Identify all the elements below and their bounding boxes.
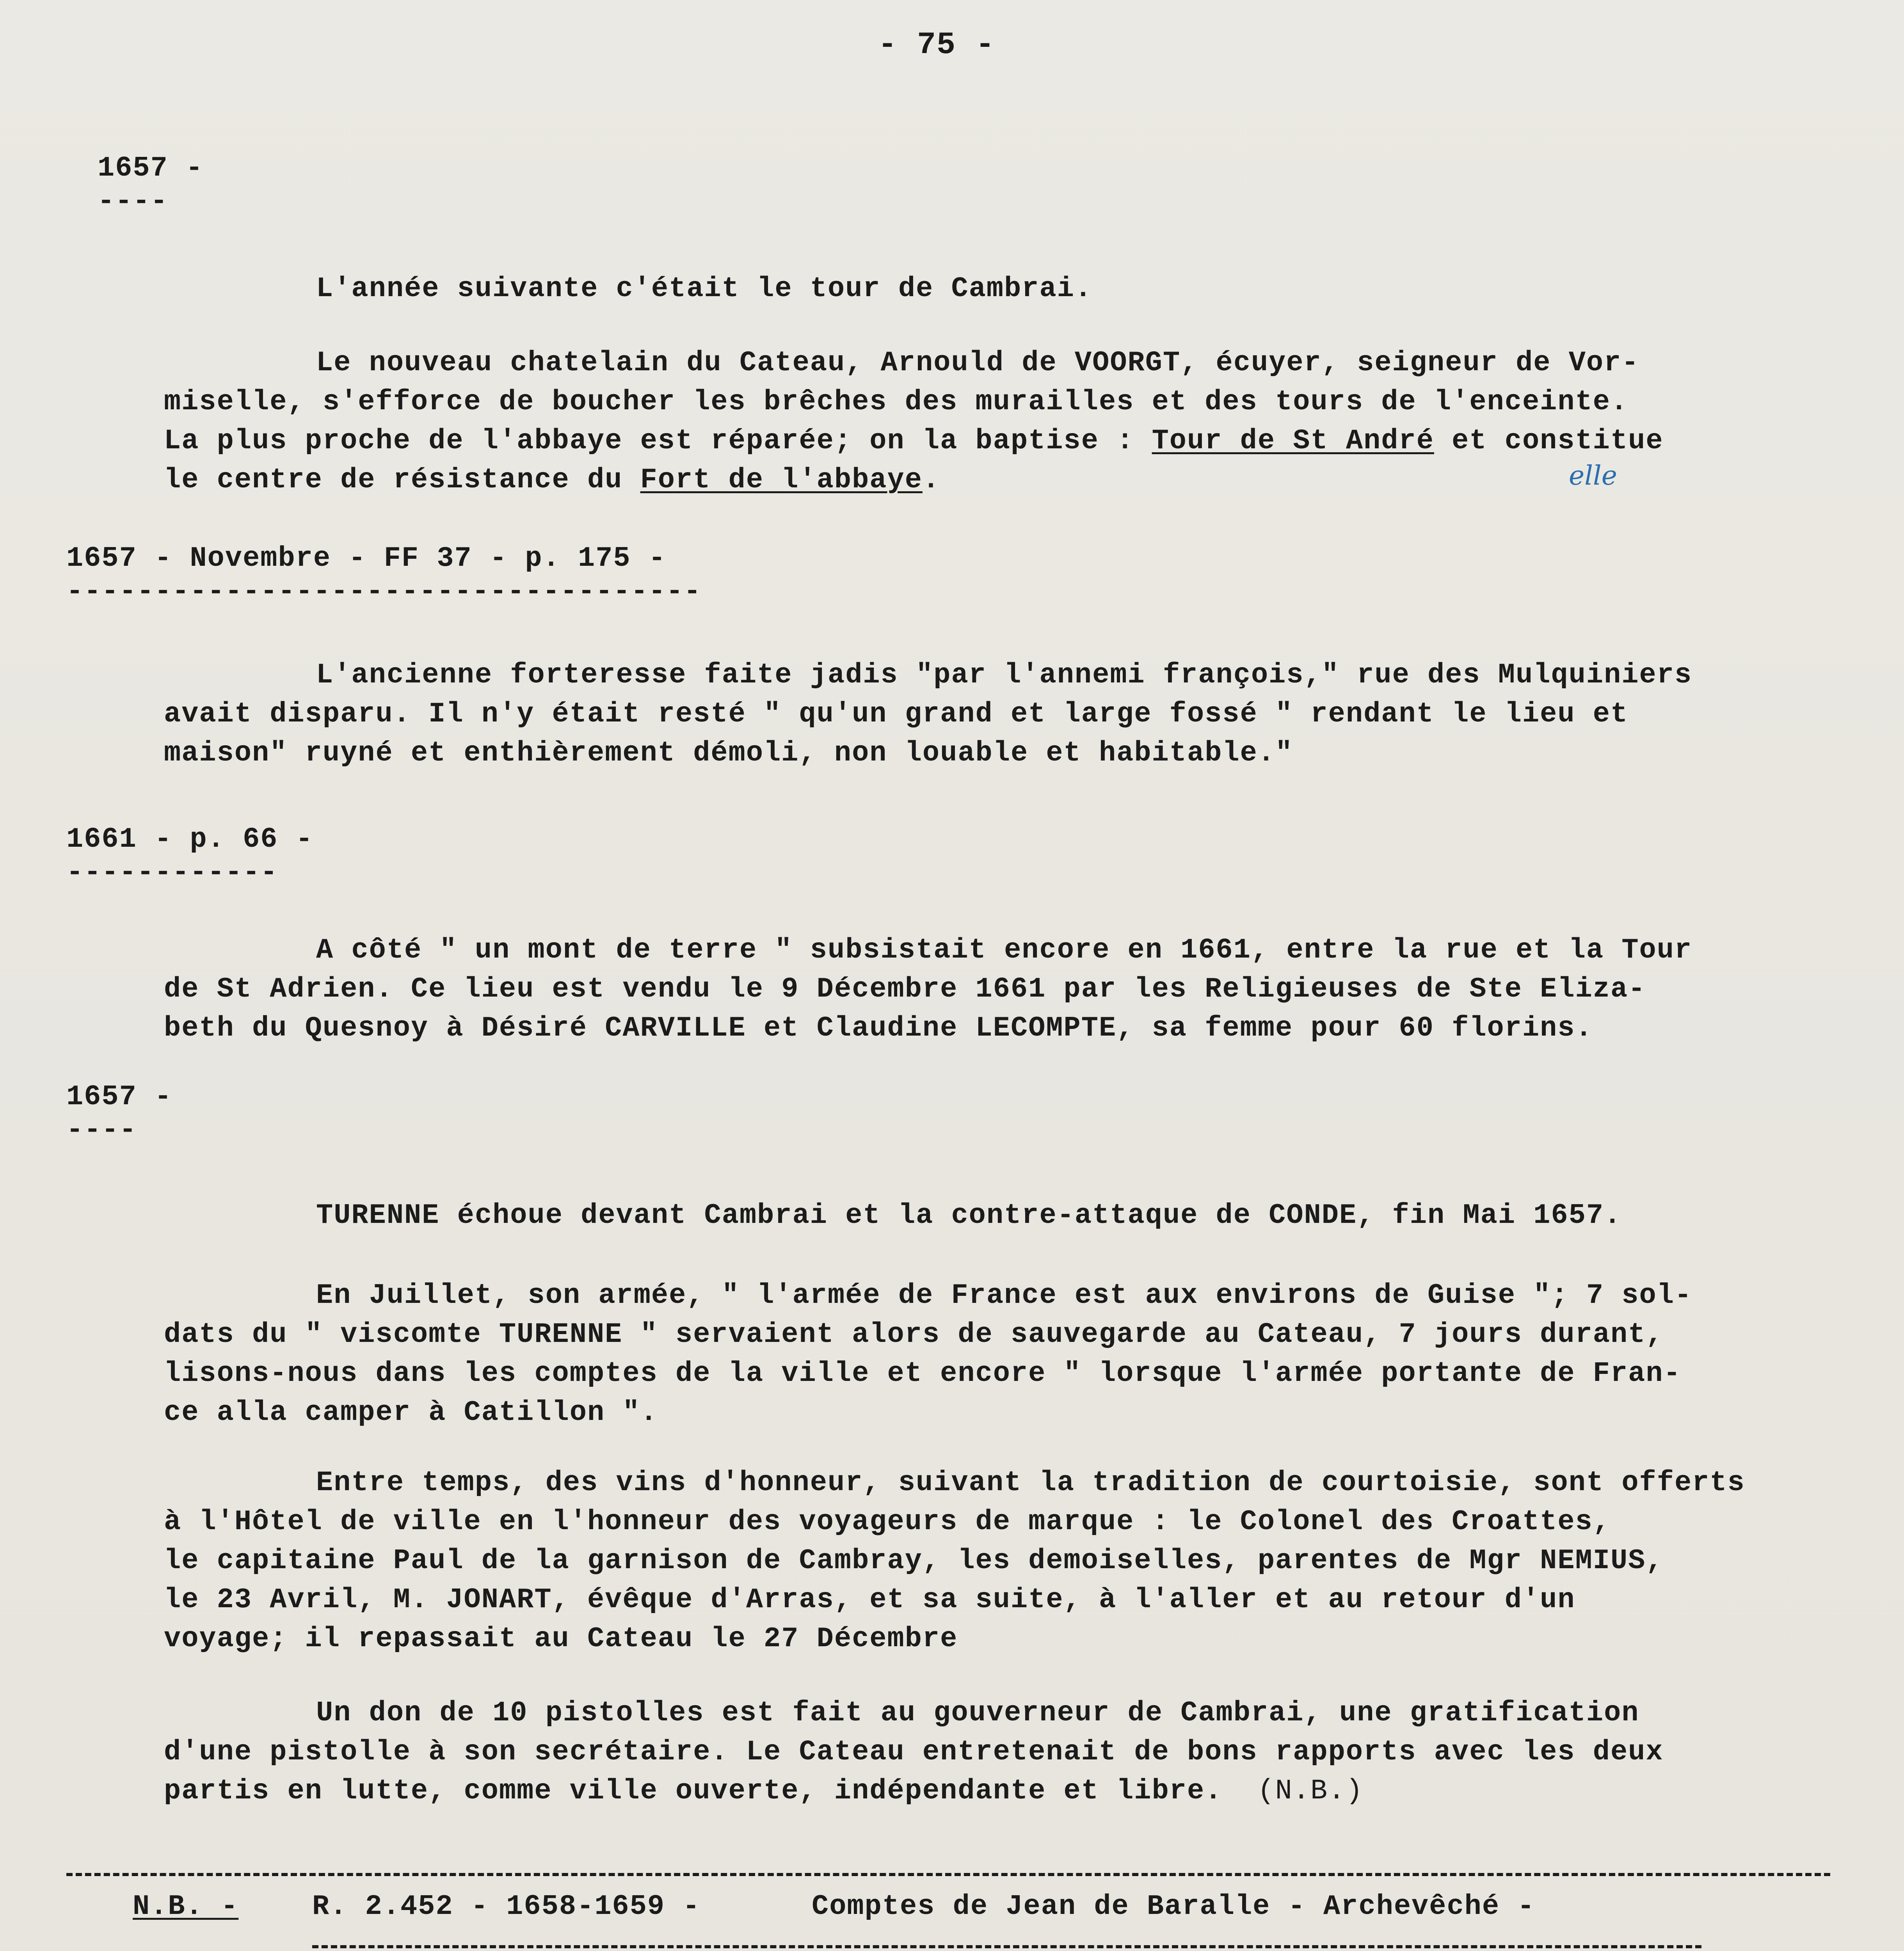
paragraph-line: dats du " viscomte TURENNE " servaient alors de sauvegarde au Cateau, 7 jours durant,: [164, 1318, 1664, 1350]
paragraph-line: d'une pistolle à son secrétaire. Le Cateau entretenait de bons rapports avec les deux: [164, 1736, 1664, 1768]
paragraph-line: En Juillet, son armée, " l'armée de France est aux environs de Guise "; 7 sol-: [316, 1279, 1692, 1311]
section-separator: [66, 1873, 1830, 1876]
paragraph-line: beth du Quesnoy à Désiré CARVILLE et Claudine LECOMPTE, sa femme pour 60 florins.: [164, 1012, 1593, 1044]
page-number: - 75 -: [878, 27, 996, 63]
paragraph-line: maison" ruyné et enthièrement démoli, non louable et habitable.": [164, 737, 1293, 769]
paragraph-line: à l'Hôtel de ville en l'honneur des voyageurs de marque : le Colonel des Croattes,: [164, 1506, 1611, 1538]
archive-reference: R. 2.452 - 1658-1659 -: [312, 1891, 700, 1923]
paragraph-line: lisons-nous dans les comptes de la ville et encore " lorsque l'armée portante de Fran-: [164, 1358, 1681, 1390]
nb-label: N.B. -: [133, 1891, 239, 1923]
paragraph: [164, 1463, 1745, 1658]
paragraph: [164, 343, 1664, 499]
paragraph-line: de St Adrien. Ce lieu est vendu le 9 Décembre 1661 par les Religieuses de Ste Eliza-: [164, 973, 1646, 1005]
paragraph-line: La plus proche de l'abbaye est réparée; on la baptise : Tour de St André et constitue: [164, 425, 1664, 457]
heading-underline: ----: [66, 1114, 137, 1146]
paragraph-line: L'ancienne forteresse faite jadis "par l'annemi françois," rue des Mulquiniers: [316, 659, 1692, 691]
paragraph-line: partis en lutte, comme ville ouverte, indépendante et libre. (N.B.): [164, 1775, 1364, 1807]
handwritten-annotation: elle: [1569, 460, 1617, 491]
paragraph-line: L'année suivante c'était le tour de Cambrai.: [316, 273, 1093, 305]
paragraph: [164, 1693, 1664, 1811]
paragraph: [164, 656, 1692, 773]
archive-description: Comptes de Jean de Baralle - Archevêché -: [812, 1891, 1535, 1923]
paragraph-line: le 23 Avril, M. JONART, évêque d'Arras, et sa suite, à l'aller et au retour d'un: [164, 1584, 1575, 1616]
section-heading: 1657 -: [98, 152, 204, 184]
paragraph-line: TURENNE échoue devant Cambrai et la contre-attaque de CONDE, fin Mai 1657.: [316, 1199, 1622, 1231]
paragraph: [164, 1276, 1692, 1432]
paragraph-line: le capitaine Paul de la garnison de Cambray, les demoiselles, parentes de Mgr NEMIUS,: [164, 1545, 1664, 1577]
paragraph-line: miselle, s'efforce de boucher les brêches des murailles et des tours de l'enceinte.: [164, 386, 1628, 418]
paragraph-line: Un don de 10 pistolles est fait au gouverneur de Cambrai, une gratification: [316, 1697, 1639, 1729]
section-heading: 1661 - p. 66 -: [66, 823, 313, 855]
heading-underline: ----: [98, 185, 168, 217]
heading-underline: ------------------------------------: [66, 576, 702, 608]
paragraph-line: Entre temps, des vins d'honneur, suivant la tradition de courtoisie, sont offerts: [316, 1467, 1745, 1499]
reference-underline: [312, 1945, 1701, 1948]
paragraph-line: Le nouveau chatelain du Cateau, Arnould de VOORGT, écuyer, seigneur de Vor-: [316, 347, 1639, 379]
underlined-name: Tour de St André: [1152, 425, 1434, 457]
paragraph-line: le centre de résistance du Fort de l'abbaye.: [164, 464, 940, 496]
section-heading: 1657 -: [66, 1081, 172, 1113]
paragraph-line: A côté " un mont de terre " subsistait encore en 1661, entre la rue et la Tour: [316, 934, 1692, 966]
paragraph: [164, 931, 1692, 1048]
nb-marker: (N.B.): [1257, 1775, 1364, 1807]
section-heading: 1657 - Novembre - FF 37 - p. 175 -: [66, 542, 667, 574]
paragraph-line: avait disparu. Il n'y était resté " qu'un grand et large fossé " rendant le lieu et: [164, 698, 1628, 730]
heading-underline: ------------: [66, 856, 278, 888]
paragraph-line: voyage; il repassait au Cateau le 27 Décembre: [164, 1623, 958, 1655]
paragraph-line: ce alla camper à Catillon ".: [164, 1397, 658, 1429]
underlined-name: Fort de l'abbaye: [640, 464, 923, 496]
